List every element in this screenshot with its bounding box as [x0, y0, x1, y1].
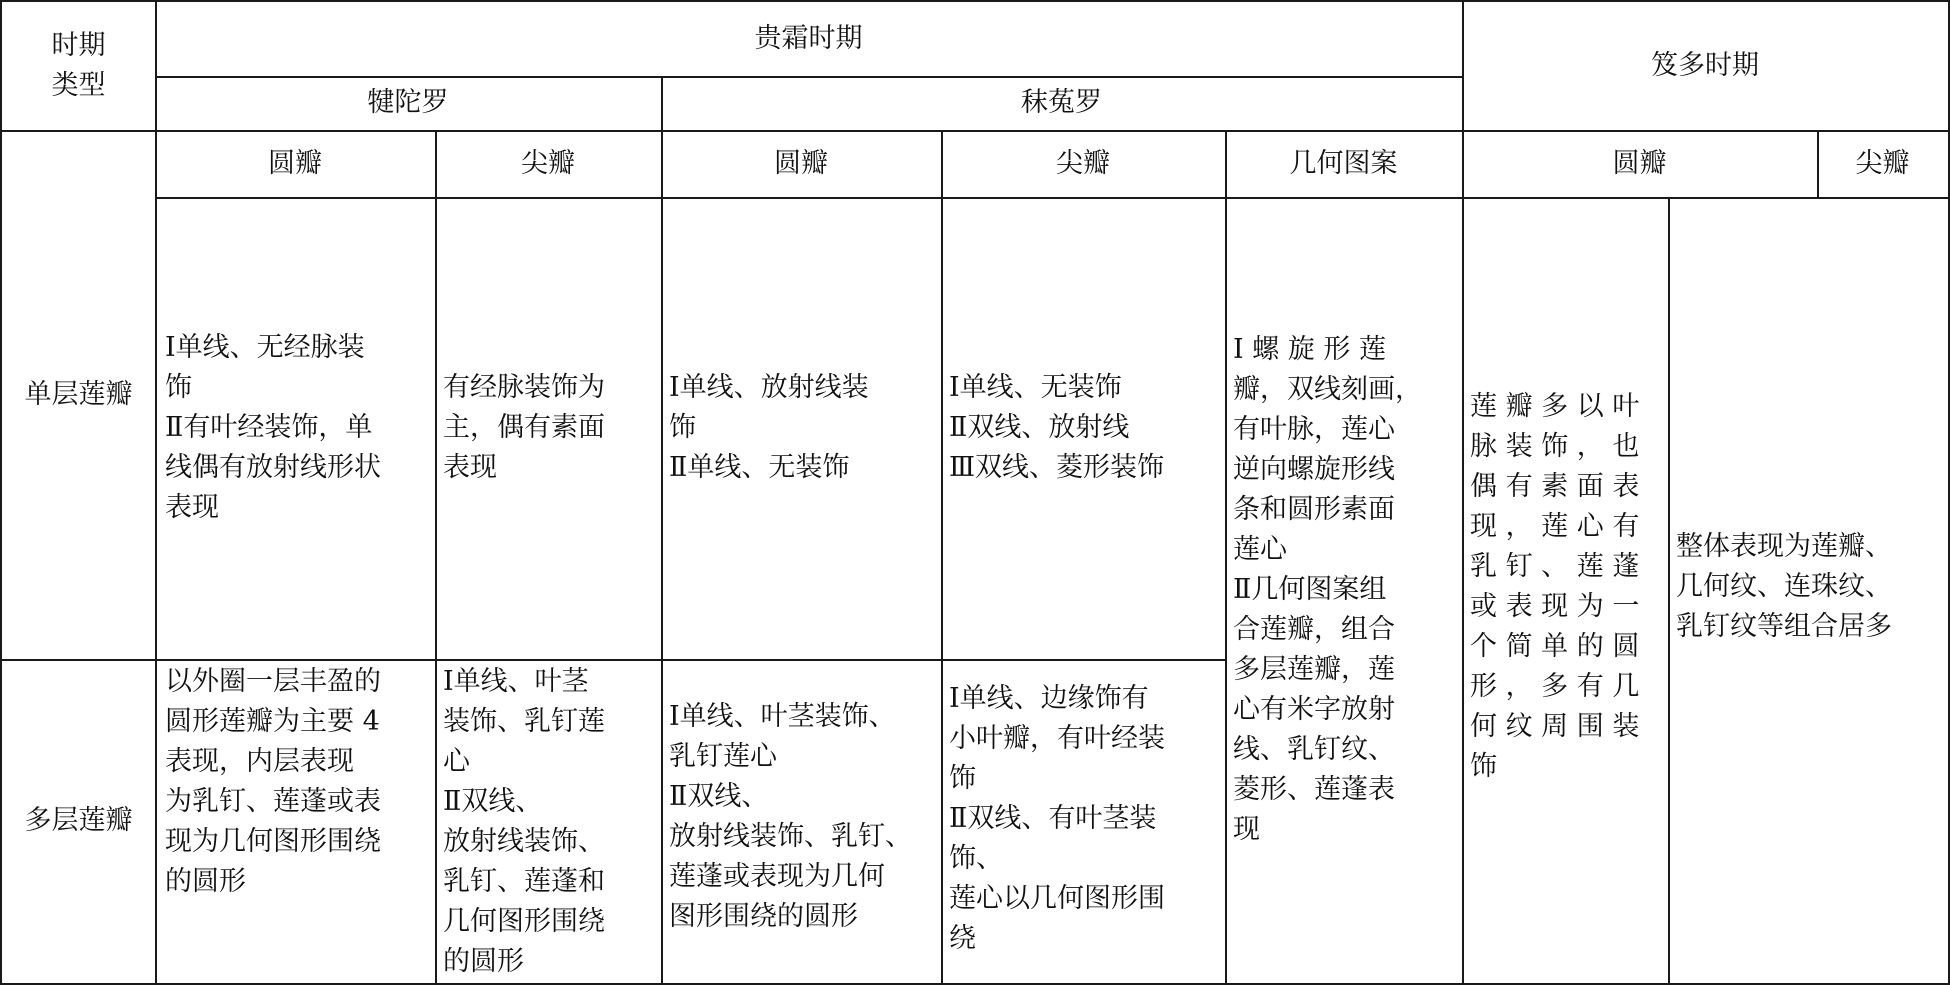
gupta-round-header — [1462, 130, 1819, 199]
gupta-overall-text: 整体表现为莲瓣、 几何纹、连珠纹、 乳钉纹等组合居多 — [1676, 531, 1892, 642]
corner-header-cell — [0, 0, 157, 132]
single-layer-row-label: 单层莲瓣 — [24, 378, 133, 410]
gupta-pointed-header — [1817, 130, 1950, 199]
kushan-period-label: 贵霜时期 — [754, 23, 863, 54]
multi-mathura-pointed-cell — [941, 659, 1227, 985]
gandhara-region-label: 犍陀罗 — [367, 87, 449, 118]
mathura-round-label: 圆瓣 — [774, 147, 828, 179]
multi-layer-row-label: 多层莲瓣 — [24, 805, 133, 836]
mathura-geometric-text: Ⅰ 螺 旋 形 莲 瓣，双线刻画， 有叶脉，莲心 逆向螺旋形线 条和圆形素面 莲心 Ⅱ几何图案组 合莲瓣，组合 多层莲瓣，莲 心有米字放射 线、乳钉纹、 菱形、莲蓬表 现 — [1233, 334, 1422, 845]
single-layer-row-label-cell — [0, 130, 157, 661]
multi-gandhara-pointed-cell — [435, 659, 663, 985]
gandhara-region-header — [155, 76, 663, 132]
multi-gandhara-round-cell — [155, 659, 437, 985]
gupta-round-cell — [1462, 197, 1670, 985]
corner-label: 时期 类型 — [51, 30, 106, 101]
mathura-region-label: 秣菟罗 — [1021, 87, 1102, 118]
gandhara-pointed-header — [435, 130, 663, 199]
mathura-pointed-header — [941, 130, 1227, 199]
single-mathura-round-cell — [661, 197, 943, 661]
multi-mathura-round-cell — [661, 659, 943, 985]
gupta-period-label: 笈多时期 — [1651, 50, 1759, 81]
multi-gandhara-round-text: 以外圈一层丰盈的 圆形莲瓣为主要 4 表现，内层表现 为乳钉、莲蓬或表 现为几何图形围绕 的圆形 — [165, 666, 381, 897]
mathura-geometric-header — [1225, 130, 1464, 199]
mathura-geometric-cell — [1225, 197, 1464, 985]
mathura-geometric-label: 几何图案 — [1289, 147, 1398, 179]
mathura-round-header — [661, 130, 943, 199]
kushan-period-header — [155, 0, 1464, 78]
single-mathura-round-text: Ⅰ单线、放射线装 饰 Ⅱ单线、无装饰 — [669, 372, 869, 483]
gupta-period-header — [1462, 0, 1950, 132]
single-gandhara-round-text: Ⅰ单线、无经脉装 饰 Ⅱ有叶经装饰，单 线偶有放射线形状 表现 — [165, 332, 381, 523]
gandhara-round-label: 圆瓣 — [268, 147, 322, 179]
multi-mathura-pointed-text: Ⅰ单线、边缘饰有 小叶瓣，有叶经装 饰 Ⅱ双线、有叶茎装 饰、 莲心以几何图形围 绕 — [949, 683, 1165, 954]
gandhara-pointed-label: 尖瓣 — [521, 147, 575, 179]
single-gandhara-round-cell — [155, 197, 437, 661]
gupta-round-text: 莲 瓣 多 以 叶 脉 装 饰 ， 也 偶 有 素 面 表 现 ， 莲 心 有 乳 钉 、 莲 蓬 或 表 现 为 一 个 简 单 的 圆 形 ， 多 有 几 何 纹 周 围 装 饰 — [1470, 391, 1640, 782]
gandhara-round-header — [155, 130, 437, 199]
mathura-pointed-label: 尖瓣 — [1056, 147, 1110, 179]
multi-layer-row-label-cell — [0, 659, 157, 985]
single-gandhara-pointed-text: 有经脉装饰为 主，偶有素面 表现 — [443, 372, 605, 483]
multi-mathura-round-text: Ⅰ单线、叶茎装饰、 乳钉莲心 Ⅱ双线、 放射线装饰、乳钉、 莲蓬或表现为几何 图形围绕的圆形 — [669, 701, 912, 932]
gupta-pointed-label: 尖瓣 — [1855, 147, 1910, 179]
gupta-overall-cell — [1668, 197, 1950, 985]
single-gandhara-pointed-cell — [435, 197, 663, 661]
single-mathura-pointed-cell — [941, 197, 1227, 661]
multi-gandhara-pointed-text: Ⅰ单线、叶茎 装饰、乳钉莲 心 Ⅱ双线、 放射线装饰、 乳钉、莲蓬和 几何图形围绕 的圆形 — [443, 666, 605, 977]
mathura-region-header — [661, 76, 1464, 132]
gupta-round-label: 圆瓣 — [1612, 147, 1667, 179]
single-mathura-pointed-text: Ⅰ单线、无装饰 Ⅱ双线、放射线 Ⅲ双线、菱形装饰 — [949, 372, 1165, 483]
